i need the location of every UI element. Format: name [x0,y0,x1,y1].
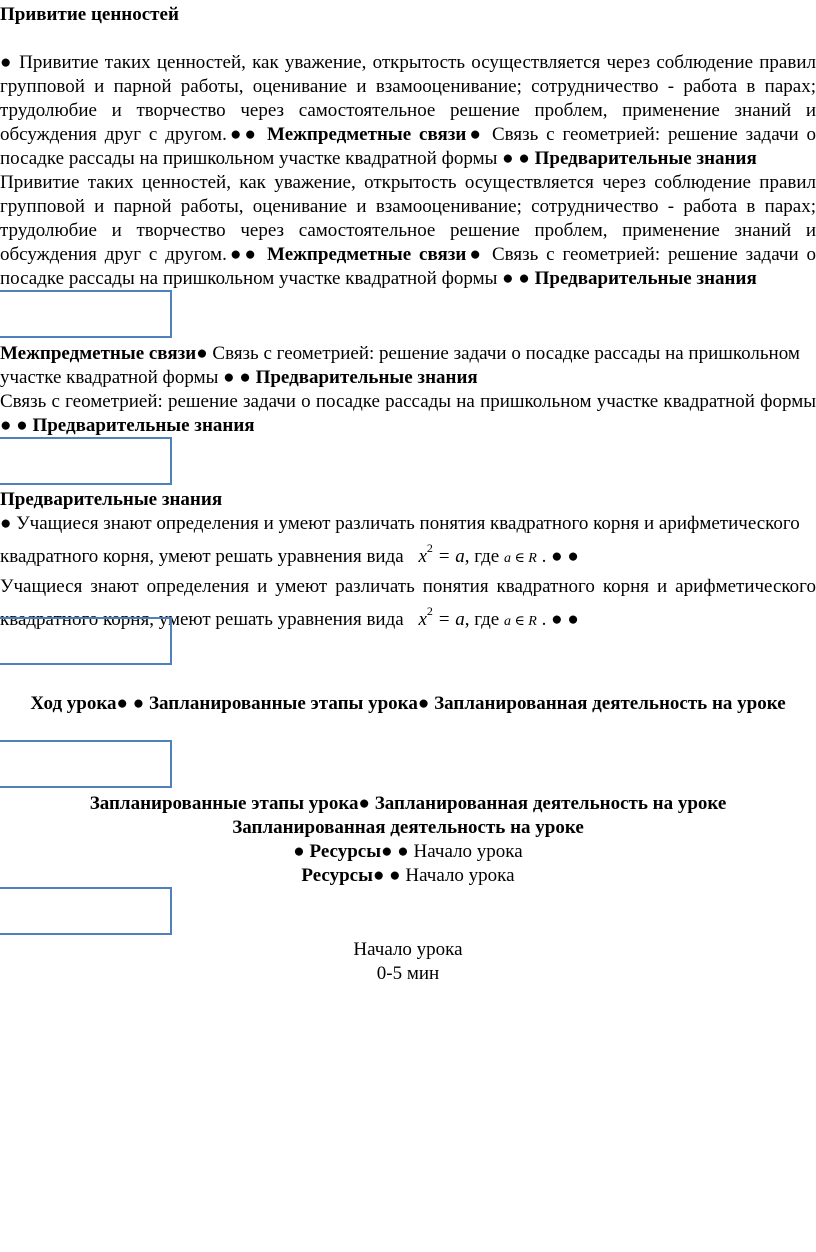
line-planned-stages: Запланированные этапы урока● Запланированная деятельность на уроке [89,793,727,814]
set-notation: a ∈ R [503,551,537,566]
text: Учащиеся знают определения и умеют различать понятия квадратного корня и арифметического квадратного корня, умеют решать уравнения вида [0,576,816,630]
paragraph-interdisciplinary-1 [0,342,816,390]
bullet: ● [0,52,13,73]
section-interdisciplinary [0,342,816,438]
section-title-prior-knowledge: Предварительные знания [0,489,223,510]
section-values [0,3,816,291]
section-lesson-start [0,938,816,986]
bullet: ● ● [502,148,530,169]
text: Связь с геометрией: решение задачи о посадке рассады на пришкольном участке квадратной формы [0,343,800,388]
section-title-interdisciplinary: Межпредметные связи [0,343,197,364]
heading-inline: Предварительные знания [529,148,757,169]
equation: $x^2 = a$ [418,541,465,567]
heading-inline: Предварительные знания [529,268,757,289]
placeholder-frame [0,887,172,935]
heading-planned-activity: Запланированная деятельность на уроке [429,693,786,714]
bullet: ● [466,244,485,265]
paragraph-prior-knowledge-2: Учащиеся знают определения и умеют различать понятия квадратного корня и арифметического квадратного корня, умеют решать уравнения вида $x^2 = a$, где a ∈ R . ● ● [0,576,816,630]
bullet: ● ● [502,268,530,289]
bullet: ● ● [0,415,28,436]
lesson-start-duration: 0-5 мин [376,963,440,984]
heading-inline: Межпредметные связи [259,124,467,145]
text: Связь с геометрией: решение задачи о посадке рассады на пришкольном участке квадратной формы [0,391,816,412]
paragraph-prior-knowledge-1: ● Учащиеся знают определения и умеют различать понятия квадратного корня и арифметического квадратного корня, умеют решать уравнения вида $x^2 = a$, где a ∈ R . ● ● [0,513,800,567]
heading-inline: Предварительные знания [27,415,255,436]
placeholder-frame [0,290,172,338]
placeholder-frame [0,437,172,485]
bullet: ● ● [223,367,251,388]
equation: $x^2 = a$ [418,604,465,630]
lesson-start-label: Начало урока [353,939,463,960]
line-resources-1: ● Ресурсы● ● Начало урока [293,841,523,862]
section-prior-knowledge [0,488,816,634]
line-resources-2: Ресурсы● ● Начало урока [301,865,515,886]
section-title-values: Привитие ценностей [0,4,179,25]
bullet: ● [0,513,12,534]
heading-planned-stages: Запланированные этапы урока [144,693,418,714]
heading-lesson-flow: Ход урока [30,693,117,714]
bullet: ● [466,124,485,145]
bullet: ●● [226,124,260,145]
text: Связь с геометрией: решение задачи о посадке рассады на пришкольном участке квадратной формы [0,124,816,169]
paragraph-values-2 [0,171,816,291]
paragraph-interdisciplinary-2 [0,390,816,438]
paragraph-values-1 [0,51,816,171]
text: Связь с геометрией: решение задачи о посадке рассады на пришкольном участке квадратной формы [0,244,816,289]
text: Привитие таких ценностей, как уважение, открытость осуществляется через соблюдение правил групповой и парной работы, оценивание и взамооценивание; сотрудничество - работа в парах; трудолюбие и творчество через самостоятельное решение проблем, применение знаний и обсуждения друг с другом. [0,52,816,145]
bullet: ● [196,343,208,364]
heading-inline: Межпредметные связи [259,244,467,265]
placeholder-frame [0,617,172,665]
section-lesson-flow: Ход урока● ● Запланированные этапы урока● Запланированная деятельность на уроке [30,693,786,714]
placeholder-frame [0,740,172,788]
line-planned-activity: Запланированная деятельность на уроке [232,817,584,838]
text: Привитие таких ценностей, как уважение, открытость осуществляется через соблюдение правил групповой и парной работы, оценивание и взамооценивание; сотрудничество - работа в парах; трудолюбие и творчество через самостоятельное решение проблем, применение знаний и обсуждения друг с другом. [0,172,816,265]
bullet: ●● [226,244,260,265]
text: Учащиеся знают определения и умеют различать понятия квадратного корня и арифметического квадратного корня, умеют решать уравнения вида [0,513,800,567]
section-planned-stages [0,792,816,888]
heading-inline: Предварительные знания [250,367,478,388]
set-notation: a ∈ R [503,614,537,629]
